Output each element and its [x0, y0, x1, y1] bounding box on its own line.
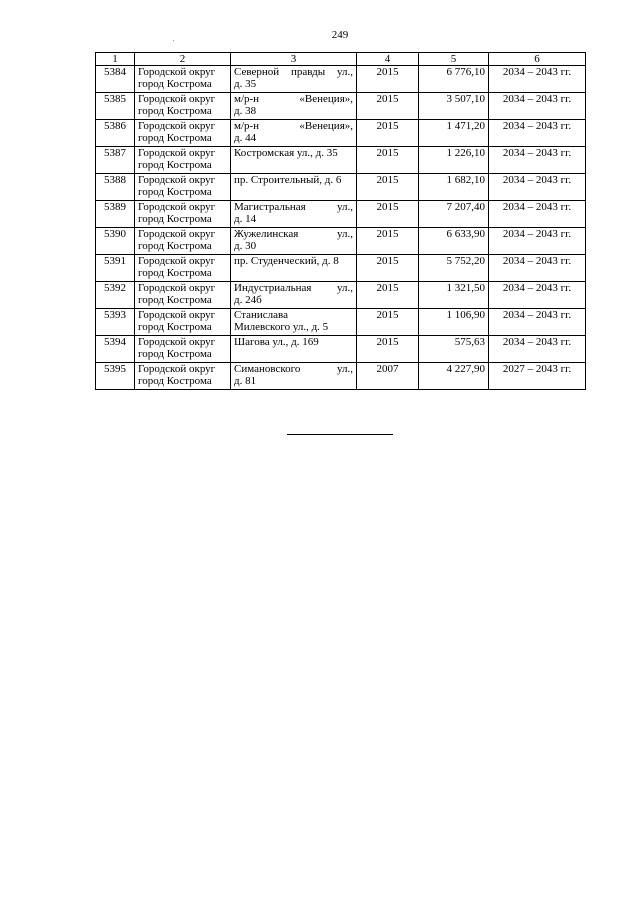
repair-period-cell: 2034 – 2043 гг.: [489, 309, 586, 336]
commissioning-year-cell: 2015: [357, 255, 419, 282]
address-cell: [231, 120, 357, 147]
municipality-line: Городской округ: [138, 282, 216, 294]
separator-line: [287, 434, 393, 435]
table-row: [96, 201, 586, 228]
table-header-row: [96, 53, 586, 66]
repair-period-cell: 2034 – 2043 гг.: [489, 201, 586, 228]
municipality-line: Городской округ: [138, 174, 216, 186]
municipality-line: город Кострома: [138, 105, 212, 117]
table-row: [96, 363, 586, 390]
address-cell: [231, 93, 357, 120]
municipality-cell: [135, 93, 231, 120]
table-row: [96, 147, 586, 174]
address-line: д. 44: [234, 132, 257, 144]
area-cell: 7 207,40: [419, 201, 489, 228]
commissioning-year-cell: 2015: [357, 66, 419, 93]
area-cell: 6 776,10: [419, 66, 489, 93]
commissioning-year-cell: 2015: [357, 201, 419, 228]
municipality-cell: [135, 363, 231, 390]
address-cell: [231, 336, 357, 363]
column-header-3: 3: [231, 53, 357, 66]
address-cell: [231, 228, 357, 255]
row-number-cell: 5388: [96, 174, 135, 201]
municipality-line: город Кострома: [138, 321, 212, 333]
address-line: Милевского ул., д. 5: [234, 321, 329, 333]
address-line: пр. Строительный, д. 6: [234, 174, 342, 186]
address-line: Шагова ул., д. 169: [234, 336, 319, 348]
row-number-cell: 5385: [96, 93, 135, 120]
municipality-line: город Кострома: [138, 132, 212, 144]
area-cell: 3 507,10: [419, 93, 489, 120]
municipality-cell: [135, 228, 231, 255]
row-number-cell: 5392: [96, 282, 135, 309]
municipality-line: Городской округ: [138, 147, 216, 159]
row-number-cell: 5395: [96, 363, 135, 390]
address-cell: [231, 282, 357, 309]
table-row: [96, 282, 586, 309]
address-line: Магистральная ул.,: [234, 201, 353, 213]
table-row: [96, 309, 586, 336]
municipality-cell: [135, 147, 231, 174]
commissioning-year-cell: 2015: [357, 120, 419, 147]
repair-period-cell: 2034 – 2043 гг.: [489, 282, 586, 309]
municipality-line: Городской округ: [138, 120, 216, 132]
table-row: [96, 120, 586, 147]
column-header-5: 5: [419, 53, 489, 66]
municipality-line: город Кострома: [138, 375, 212, 387]
address-line: д. 30: [234, 240, 257, 252]
municipality-cell: [135, 309, 231, 336]
municipality-line: город Кострома: [138, 294, 212, 306]
municipality-line: город Кострома: [138, 348, 212, 360]
repair-period-cell: 2034 – 2043 гг.: [489, 93, 586, 120]
municipality-cell: [135, 336, 231, 363]
address-cell: [231, 309, 357, 336]
address-cell: [231, 201, 357, 228]
municipality-line: Городской округ: [138, 66, 216, 78]
repair-period-cell: 2034 – 2043 гг.: [489, 120, 586, 147]
municipality-line: Городской округ: [138, 309, 216, 321]
address-line: Индустриальная ул.,: [234, 282, 353, 294]
table-row: [96, 93, 586, 120]
area-cell: 1 226,10: [419, 147, 489, 174]
commissioning-year-cell: 2015: [357, 93, 419, 120]
address-cell: [231, 363, 357, 390]
repair-period-cell: 2034 – 2043 гг.: [489, 174, 586, 201]
repair-period-cell: 2034 – 2043 гг.: [489, 147, 586, 174]
repair-period-cell: 2034 – 2043 гг.: [489, 66, 586, 93]
row-number-cell: 5394: [96, 336, 135, 363]
municipality-line: Городской округ: [138, 336, 216, 348]
area-cell: 6 633,90: [419, 228, 489, 255]
address-line: д. 38: [234, 105, 257, 117]
address-line: д. 81: [234, 375, 257, 387]
row-number-cell: 5387: [96, 147, 135, 174]
commissioning-year-cell: 2015: [357, 336, 419, 363]
municipality-line: город Кострома: [138, 240, 212, 252]
commissioning-year-cell: 2015: [357, 228, 419, 255]
municipality-cell: [135, 201, 231, 228]
area-cell: 1 682,10: [419, 174, 489, 201]
repair-period-cell: 2034 – 2043 гг.: [489, 228, 586, 255]
address-cell: [231, 147, 357, 174]
address-line: м/р-н «Венеция»,: [234, 120, 353, 132]
municipality-line: Городской округ: [138, 255, 216, 267]
municipality-line: Городской округ: [138, 228, 216, 240]
table-row: [96, 174, 586, 201]
commissioning-year-cell: 2015: [357, 282, 419, 309]
municipality-cell: [135, 66, 231, 93]
address-line: пр. Студенческий, д. 8: [234, 255, 339, 267]
column-header-6: 6: [489, 53, 586, 66]
area-cell: 1 106,90: [419, 309, 489, 336]
table-body: [96, 66, 586, 390]
table-row: [96, 255, 586, 282]
address-line: д. 35: [234, 78, 257, 90]
municipality-cell: [135, 120, 231, 147]
housing-registry-table: [95, 52, 586, 390]
repair-period-cell: 2034 – 2043 гг.: [489, 336, 586, 363]
area-cell: 1 321,50: [419, 282, 489, 309]
municipality-line: город Кострома: [138, 213, 212, 225]
address-line: д. 24б: [234, 294, 262, 306]
address-line: Костромская ул., д. 35: [234, 147, 338, 159]
table-row: [96, 66, 586, 93]
row-number-cell: 5384: [96, 66, 135, 93]
repair-period-cell: 2027 – 2043 гг.: [489, 363, 586, 390]
repair-period-cell: 2034 – 2043 гг.: [489, 255, 586, 282]
address-line: Северной правды ул.,: [234, 66, 353, 78]
commissioning-year-cell: 2015: [357, 147, 419, 174]
address-cell: [231, 255, 357, 282]
municipality-cell: [135, 255, 231, 282]
area-cell: 1 471,20: [419, 120, 489, 147]
row-number-cell: 5390: [96, 228, 135, 255]
municipality-cell: [135, 174, 231, 201]
column-header-1: 1: [96, 53, 135, 66]
municipality-line: город Кострома: [138, 186, 212, 198]
address-line: Симановского ул.,: [234, 363, 353, 375]
municipality-line: Городской округ: [138, 363, 216, 375]
table-row: [96, 228, 586, 255]
commissioning-year-cell: 2015: [357, 174, 419, 201]
address-line: д. 14: [234, 213, 257, 225]
row-number-cell: 5389: [96, 201, 135, 228]
municipality-line: Городской округ: [138, 201, 216, 213]
column-header-2: 2: [135, 53, 231, 66]
area-cell: 575,63: [419, 336, 489, 363]
municipality-line: город Кострома: [138, 267, 212, 279]
row-number-cell: 5386: [96, 120, 135, 147]
page-number: 249: [331, 29, 349, 41]
address-line: Жужелинская ул.,: [234, 228, 353, 240]
table-row: [96, 336, 586, 363]
address-line: Станислава: [234, 309, 288, 321]
commissioning-year-cell: 2015: [357, 309, 419, 336]
address-cell: [231, 66, 357, 93]
address-cell: [231, 174, 357, 201]
address-line: м/р-н «Венеция»,: [234, 93, 353, 105]
scan-speck: [173, 40, 174, 41]
municipality-line: город Кострома: [138, 159, 212, 171]
municipality-line: Городской округ: [138, 93, 216, 105]
column-header-4: 4: [357, 53, 419, 66]
area-cell: 4 227,90: [419, 363, 489, 390]
row-number-cell: 5391: [96, 255, 135, 282]
area-cell: 5 752,20: [419, 255, 489, 282]
municipality-line: город Кострома: [138, 78, 212, 90]
municipality-cell: [135, 282, 231, 309]
row-number-cell: 5393: [96, 309, 135, 336]
commissioning-year-cell: 2007: [357, 363, 419, 390]
